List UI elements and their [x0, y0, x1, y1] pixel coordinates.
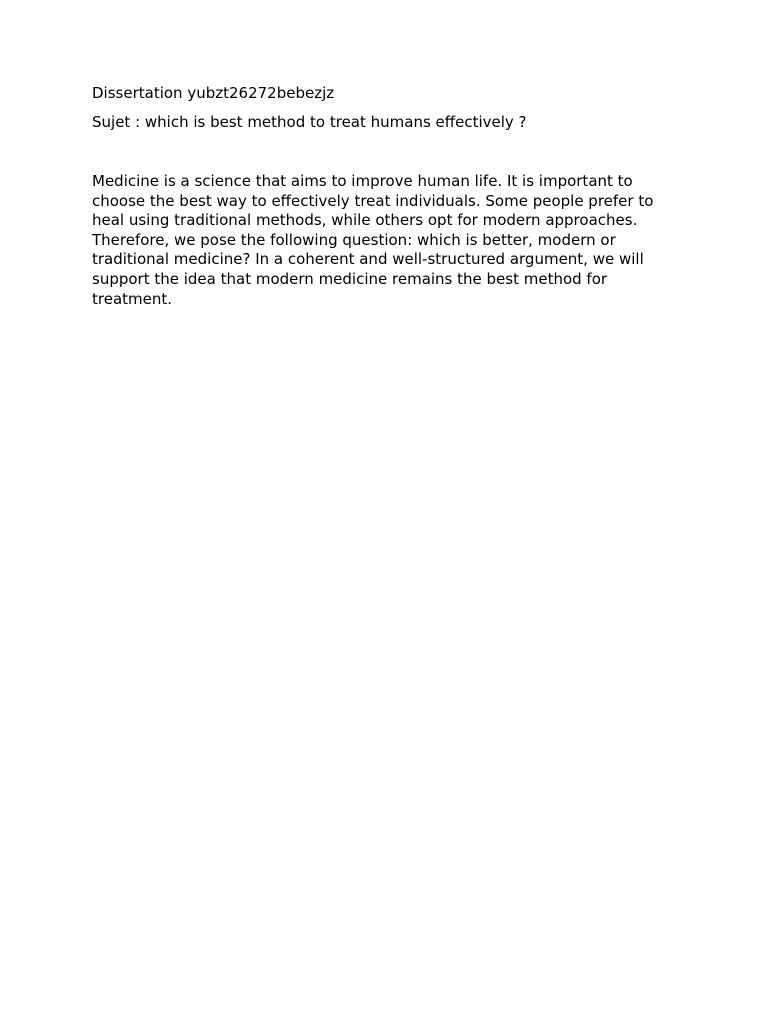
body-line: treatment. [92, 289, 173, 308]
body-line: support the idea that modern medicine remains the best method for [92, 269, 608, 288]
document-subject: Sujet : which is best method to treat humans effectively ? [92, 113, 527, 131]
body-line: heal using traditional methods, while others opt for modern approaches. [92, 211, 638, 230]
body-paragraph [92, 172, 682, 309]
body-line: choose the best way to effectively treat individuals. Some people prefer to [92, 191, 654, 210]
document-title: Dissertation yubzt26272bebezjz [92, 84, 335, 102]
body-line: Medicine is a science that aims to improve human life. It is important to [92, 172, 633, 190]
body-line: Therefore, we pose the following question: which is better, modern or [92, 230, 616, 249]
body-line: traditional medicine? In a coherent and well-structured argument, we will [92, 250, 644, 269]
